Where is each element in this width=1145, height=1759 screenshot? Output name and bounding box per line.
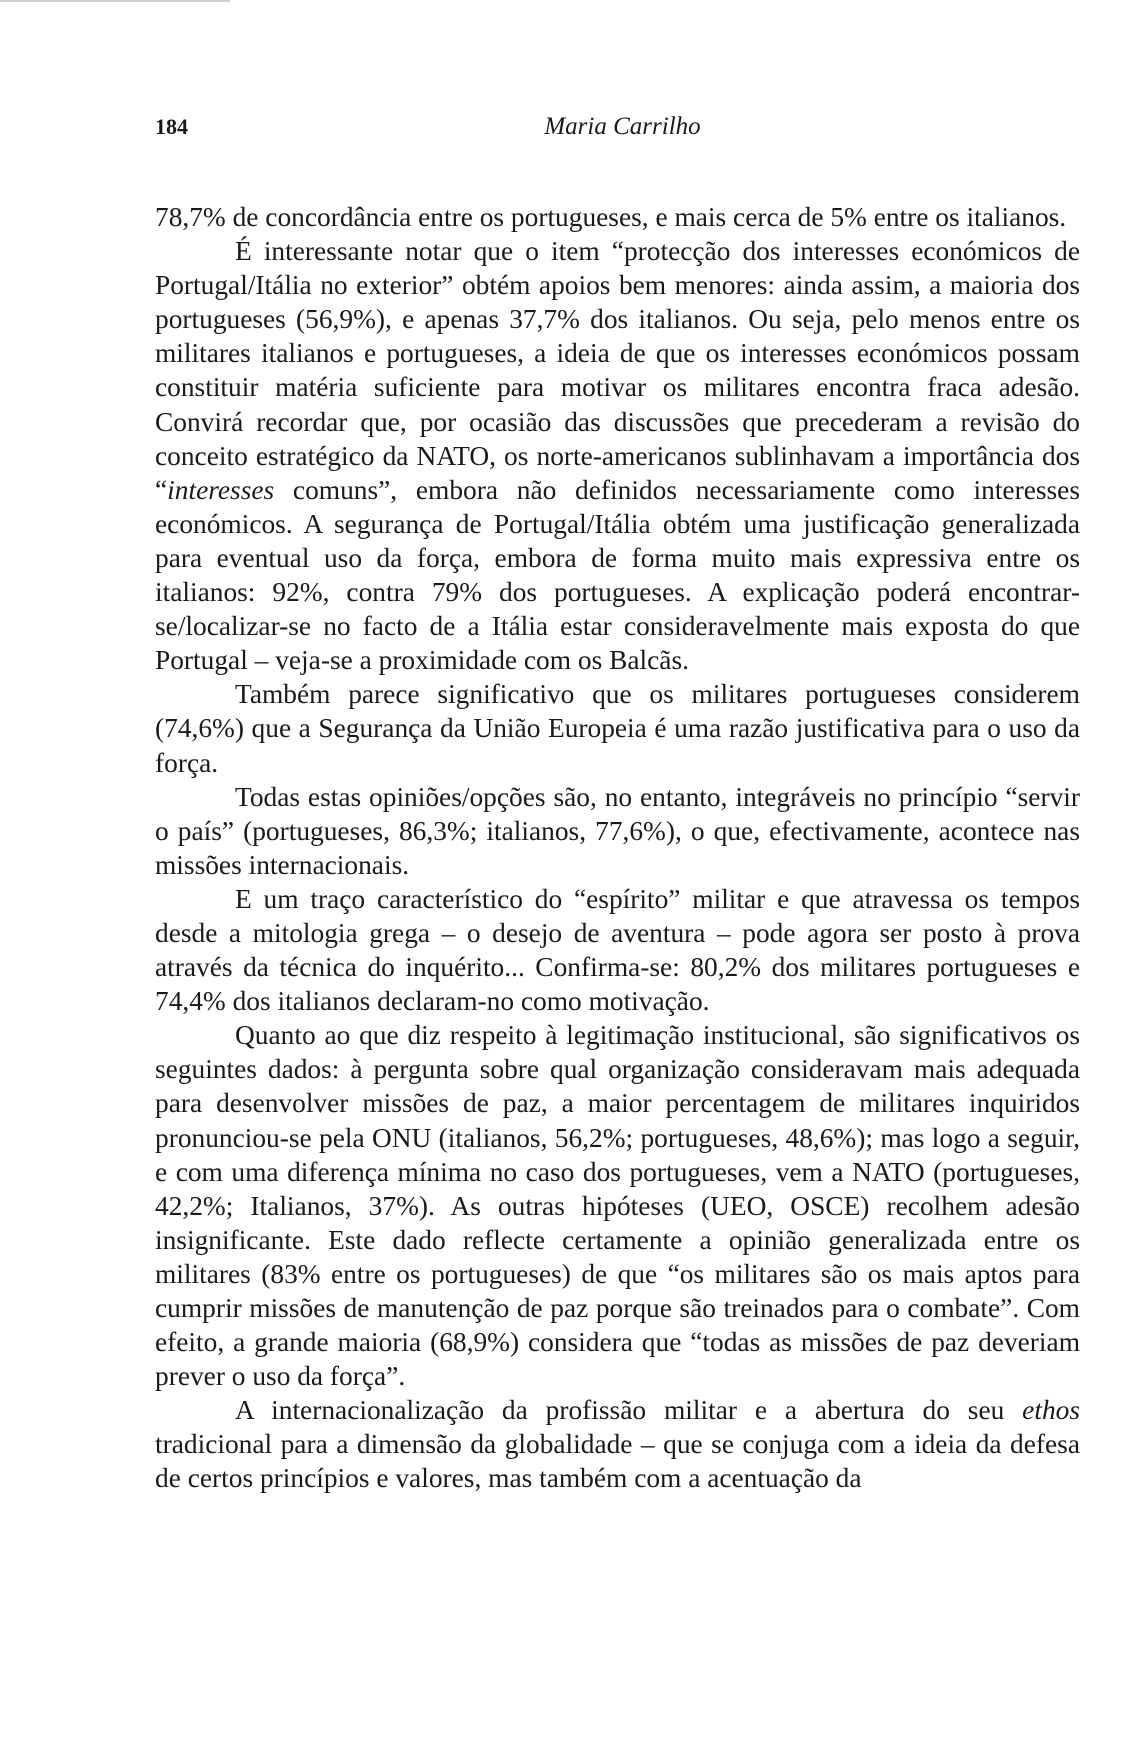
scan-edge-rule (0, 0, 230, 2)
paragraph-0 (155, 200, 1080, 234)
paragraph-text: comuns”, embora não definidos necessariamente como interesses económicos. A segurança de Portugal/Itália obtém uma justificação generalizada para eventual uso da força, embora de forma muito mais expressiva entre os italianos: 92%, contra 79% dos portugueses. A explicação poderá encontrar-se/localizar-se no facto de a Itália estar consideravelmente mais exposta do que Portugal – veja-se a proximidade com os Balcãs. (155, 474, 1080, 676)
paragraph-text: tradicional para a dimensão da globalidade – que se conjuga com a ideia da defesa de certos princípios e valores, mas também com a acentuação da (155, 1429, 1080, 1494)
paragraph-6 (155, 1393, 1080, 1495)
paragraph-text: Quanto ao que diz respeito à legitimação institucional, são significativos os seguintes dados: à pergunta sobre qual organização consideravam mais adequada para desenvolver missões de paz, a maior percentagem de militares inquiridos pronunciou-se pela ONU (italianos, 56,2%; portugueses, 48,6%); mas logo a seguir, e com uma diferença mínima no caso dos portugueses, vem a NATO (portugueses, 42,2%; Italianos, 37%). As outras hipóteses (UEO, OSCE) recolhem adesão insignificante. Este dado reflecte certamente a opinião generalizada entre os militares (83% entre os portugueses) de que “os militares são os mais aptos para cumprir missões de manutenção de paz porque são treinados para o combate”. Com efeito, a grande maioria (68,9%) considera que “todas as missões de paz deveriam prever o uso da força”. (155, 1020, 1080, 1392)
body-text (155, 200, 1080, 1496)
paragraph-text: E um traço característico do “espírito” militar e que atravessa os tempos desde a mitologia grega – o desejo de aventura – pode agora ser posto à prova através da técnica do inquérito... Confirma-se: 80,2% dos militares portugueses e 74,4% dos italianos declaram-no como motivação. (155, 883, 1080, 1017)
paragraph-text: Também parece significativo que os militares portugueses considerem (74,6%) que a Segurança da União Europeia é uma razão justificativa para o uso da força. (155, 679, 1080, 778)
paragraph-text: Todas estas opiniões/opções são, no entanto, integráveis no princípio “servir o país” (portugueses, 86,3%; italianos, 77,6%), o que, efectivamente, acontece nas missões internacionais. (155, 781, 1080, 880)
running-header (155, 110, 1080, 144)
paragraph-text: A internacionalização da profissão militar e a abertura do seu (235, 1395, 1023, 1426)
paragraph-1 (155, 234, 1080, 677)
paragraph-3 (155, 780, 1080, 882)
paragraph-text: É interessante notar que o item “protecção dos interesses económicos de Portugal/Itália no exterior” obtém apoios bem menores: ainda assim, a maioria dos portugueses (56,9%), e apenas 37,7% dos italianos. Ou seja, pelo menos entre os militares italianos e portugueses, a ideia de que os interesses económicos possam constituir matéria suficiente para motivar os militares encontra fraca adesão. Convirá recordar que, por ocasião das discussões que precederam a revisão do conceito estratégico da NATO, os norte-americanos sublinhavam a importância dos “ (155, 236, 1080, 505)
italic-term: interesses (167, 474, 275, 505)
page-number: 184 (155, 114, 188, 139)
paragraph-4 (155, 882, 1080, 1018)
paragraph-2 (155, 677, 1080, 779)
paragraph-text: 78,7% de concordância entre os portugueses, e mais cerca de 5% entre os italianos. (155, 202, 1067, 232)
italic-term: ethos (1022, 1395, 1080, 1426)
running-author: Maria Carrilho (544, 113, 701, 140)
paragraph-5 (155, 1018, 1080, 1393)
